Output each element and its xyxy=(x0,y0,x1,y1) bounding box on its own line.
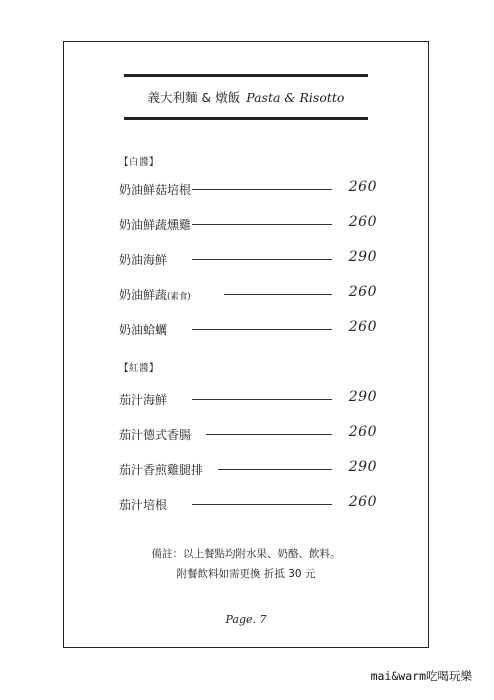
leader-line xyxy=(192,504,332,505)
title-bottom-rule xyxy=(124,117,368,120)
leader-line xyxy=(218,469,332,470)
item-price: 260 xyxy=(348,179,377,195)
item-name: 茄汁香煎雞腿排 xyxy=(119,463,204,477)
menu-item xyxy=(119,389,377,409)
menu-item xyxy=(119,179,377,199)
menu-title-en: Pasta & Risotto xyxy=(246,90,345,105)
menu-item xyxy=(119,494,377,514)
menu-remark xyxy=(64,544,428,584)
remark-line-2: 附餐飲料如需更換 折抵 30 元 xyxy=(176,568,316,580)
leader-line xyxy=(192,189,332,190)
item-name: 奶油海鮮 xyxy=(119,253,168,267)
item-price: 260 xyxy=(348,424,377,440)
menu-item xyxy=(119,424,377,444)
section-label-red-sauce: 【紅醬】 xyxy=(119,363,160,374)
item-name: 茄汁德式香腸 xyxy=(119,428,192,442)
menu-item xyxy=(119,459,377,479)
item-price: 260 xyxy=(348,284,377,300)
menu-item xyxy=(119,214,377,234)
item-name: 茄汁培根 xyxy=(119,498,168,512)
item-name: 茄汁海鮮 xyxy=(119,393,168,407)
leader-line xyxy=(206,434,332,435)
page-number: Page. 7 xyxy=(225,613,267,626)
remark-line-1: 備註：以上餐點均附水果、奶酪、飲料。 xyxy=(151,548,341,560)
item-price: 260 xyxy=(348,319,377,335)
menu-title xyxy=(124,88,368,106)
item-name: 奶油鮮菇培根 xyxy=(119,183,192,197)
leader-line xyxy=(192,399,332,400)
menu-item xyxy=(119,319,377,339)
item-price: 290 xyxy=(348,389,377,405)
section-label-white-sauce: 【白醬】 xyxy=(119,157,160,168)
item-name: 奶油鮮蔬(素食) xyxy=(119,288,191,302)
leader-line xyxy=(224,294,332,295)
item-name: 奶油蛤蠣 xyxy=(119,323,168,337)
menu-page xyxy=(63,41,429,648)
item-price: 260 xyxy=(348,214,377,230)
item-price: 290 xyxy=(348,459,377,475)
leader-line xyxy=(192,329,332,330)
leader-line xyxy=(192,259,332,260)
menu-title-zh: 義大利麵 & 燉飯 xyxy=(147,90,241,105)
title-top-rule xyxy=(124,74,368,77)
menu-item xyxy=(119,249,377,269)
item-price: 260 xyxy=(348,494,377,510)
item-name: 奶油鮮蔬燻雞 xyxy=(119,218,192,232)
menu-item xyxy=(119,284,377,304)
leader-line xyxy=(192,224,332,225)
item-price: 290 xyxy=(348,249,377,265)
watermark: mai&warm吃喝玩樂 xyxy=(370,669,472,683)
